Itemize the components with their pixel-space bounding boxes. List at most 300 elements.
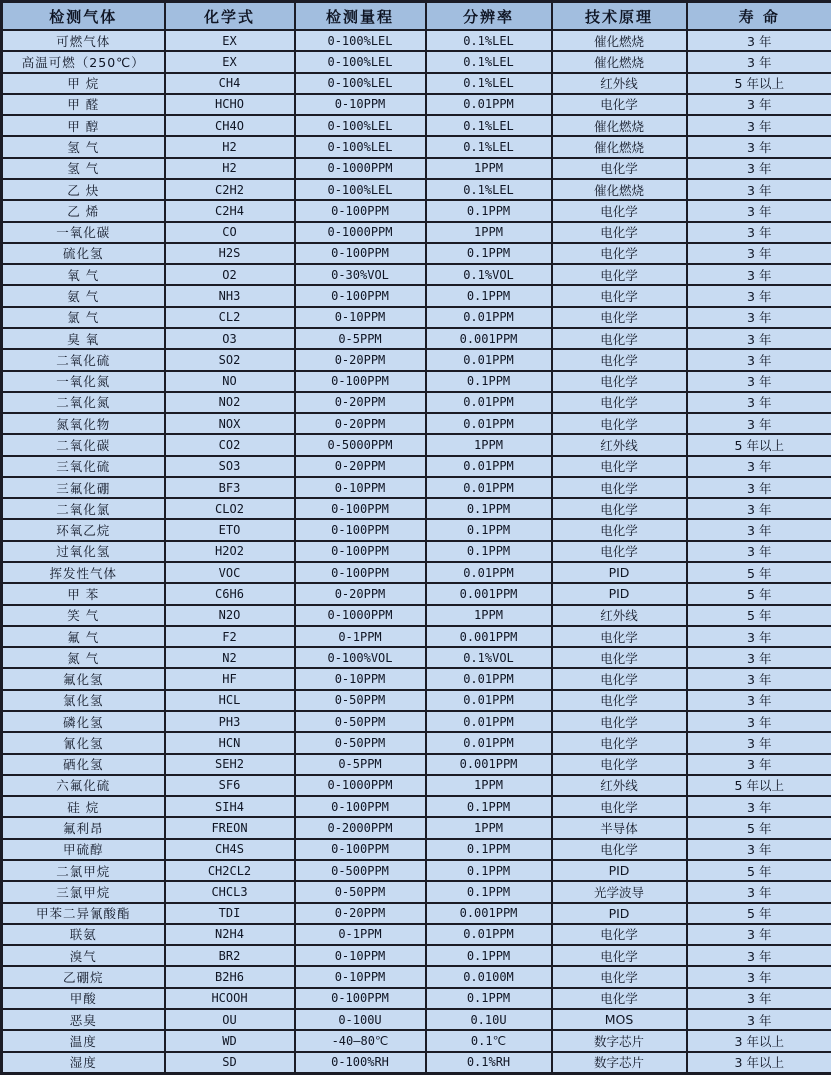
cell-detection-range: 0-1PPM bbox=[295, 924, 426, 945]
cell-resolution: 0.1%LEL bbox=[426, 136, 552, 157]
cell-technology-principle: 电化学 bbox=[552, 498, 687, 519]
cell-detection-range: 0-10PPM bbox=[295, 945, 426, 966]
cell-gas-name: 氨 气 bbox=[2, 285, 165, 306]
cell-detection-range: 0-5PPM bbox=[295, 754, 426, 775]
cell-gas-name: 氰化氢 bbox=[2, 732, 165, 753]
cell-resolution: 0.1%LEL bbox=[426, 115, 552, 136]
cell-gas-name: 六氟化硫 bbox=[2, 775, 165, 796]
table-row bbox=[2, 881, 831, 902]
cell-gas-name: 环氧乙烷 bbox=[2, 519, 165, 540]
cell-resolution: 0.1PPM bbox=[426, 498, 552, 519]
cell-technology-principle: PID bbox=[552, 562, 687, 583]
cell-gas-name: 一氧化氮 bbox=[2, 371, 165, 392]
cell-detection-range: 0-100%LEL bbox=[295, 179, 426, 200]
table-row bbox=[2, 328, 831, 349]
cell-resolution: 0.01PPM bbox=[426, 413, 552, 434]
cell-technology-principle: 电化学 bbox=[552, 307, 687, 328]
table-row bbox=[2, 605, 831, 626]
cell-chemical-formula: SO3 bbox=[165, 456, 295, 477]
cell-technology-principle: 红外线 bbox=[552, 605, 687, 626]
table-row bbox=[2, 562, 831, 583]
cell-technology-principle: 红外线 bbox=[552, 434, 687, 455]
cell-gas-name: 氢 气 bbox=[2, 158, 165, 179]
cell-technology-principle: 电化学 bbox=[552, 392, 687, 413]
cell-lifespan: 5 年 bbox=[687, 817, 831, 838]
cell-gas-name: 甲苯二异氰酸酯 bbox=[2, 903, 165, 924]
cell-detection-range: 0-20PPM bbox=[295, 456, 426, 477]
cell-technology-principle: 电化学 bbox=[552, 413, 687, 434]
column-header: 检测量程 bbox=[295, 2, 426, 31]
table-row bbox=[2, 817, 831, 838]
table-row bbox=[2, 668, 831, 689]
table-row bbox=[2, 73, 831, 94]
cell-detection-range: 0-100%LEL bbox=[295, 136, 426, 157]
cell-gas-name: 二氧化硫 bbox=[2, 349, 165, 370]
cell-technology-principle: 催化燃烧 bbox=[552, 115, 687, 136]
cell-lifespan: 3 年 bbox=[687, 94, 831, 115]
table-row bbox=[2, 371, 831, 392]
cell-gas-name: 二氯甲烷 bbox=[2, 860, 165, 881]
table-row bbox=[2, 647, 831, 668]
table-row bbox=[2, 136, 831, 157]
cell-gas-name: 甲 醇 bbox=[2, 115, 165, 136]
cell-lifespan: 3 年 bbox=[687, 711, 831, 732]
cell-resolution: 0.01PPM bbox=[426, 924, 552, 945]
cell-technology-principle: 电化学 bbox=[552, 285, 687, 306]
cell-gas-name: 三氧化硫 bbox=[2, 456, 165, 477]
cell-gas-name: 甲 苯 bbox=[2, 583, 165, 604]
cell-detection-range: 0-100%RH bbox=[295, 1052, 426, 1074]
cell-chemical-formula: HCOOH bbox=[165, 988, 295, 1009]
cell-lifespan: 3 年 bbox=[687, 647, 831, 668]
cell-chemical-formula: CLO2 bbox=[165, 498, 295, 519]
cell-lifespan: 3 年 bbox=[687, 477, 831, 498]
cell-technology-principle: 半导体 bbox=[552, 817, 687, 838]
cell-lifespan: 3 年 bbox=[687, 328, 831, 349]
cell-detection-range: 0-1000PPM bbox=[295, 222, 426, 243]
cell-technology-principle: 电化学 bbox=[552, 711, 687, 732]
cell-detection-range: 0-500PPM bbox=[295, 860, 426, 881]
cell-resolution: 0.01PPM bbox=[426, 94, 552, 115]
cell-detection-range: 0-100PPM bbox=[295, 519, 426, 540]
cell-chemical-formula: C6H6 bbox=[165, 583, 295, 604]
cell-resolution: 0.1PPM bbox=[426, 519, 552, 540]
cell-technology-principle: 电化学 bbox=[552, 243, 687, 264]
cell-detection-range: 0-20PPM bbox=[295, 413, 426, 434]
cell-chemical-formula: O2 bbox=[165, 264, 295, 285]
cell-lifespan: 3 年 bbox=[687, 30, 831, 51]
cell-lifespan: 3 年 bbox=[687, 200, 831, 221]
cell-resolution: 1PPM bbox=[426, 222, 552, 243]
cell-gas-name: 氮 气 bbox=[2, 647, 165, 668]
cell-detection-range: 0-1PPM bbox=[295, 626, 426, 647]
cell-technology-principle: 红外线 bbox=[552, 73, 687, 94]
cell-detection-range: 0-100PPM bbox=[295, 285, 426, 306]
cell-chemical-formula: C2H4 bbox=[165, 200, 295, 221]
cell-resolution: 0.1PPM bbox=[426, 988, 552, 1009]
cell-gas-name: 溴气 bbox=[2, 945, 165, 966]
cell-lifespan: 5 年 bbox=[687, 903, 831, 924]
cell-technology-principle: 电化学 bbox=[552, 541, 687, 562]
cell-chemical-formula: CH4O bbox=[165, 115, 295, 136]
cell-resolution: 0.1PPM bbox=[426, 285, 552, 306]
cell-gas-name: 氯 气 bbox=[2, 307, 165, 328]
cell-gas-name: 磷化氢 bbox=[2, 711, 165, 732]
cell-chemical-formula: B2H6 bbox=[165, 966, 295, 987]
cell-lifespan: 3 年 bbox=[687, 349, 831, 370]
table-row bbox=[2, 456, 831, 477]
cell-lifespan: 3 年 bbox=[687, 498, 831, 519]
cell-chemical-formula: CH4 bbox=[165, 73, 295, 94]
cell-resolution: 0.001PPM bbox=[426, 903, 552, 924]
table-row bbox=[2, 924, 831, 945]
cell-lifespan: 3 年 bbox=[687, 392, 831, 413]
cell-gas-name: 甲 烷 bbox=[2, 73, 165, 94]
cell-lifespan: 3 年 bbox=[687, 413, 831, 434]
cell-detection-range: 0-100PPM bbox=[295, 562, 426, 583]
cell-lifespan: 3 年 bbox=[687, 222, 831, 243]
cell-detection-range: 0-100U bbox=[295, 1009, 426, 1030]
cell-lifespan: 3 年 bbox=[687, 690, 831, 711]
cell-chemical-formula: TDI bbox=[165, 903, 295, 924]
cell-detection-range: 0-10PPM bbox=[295, 668, 426, 689]
cell-resolution: 1PPM bbox=[426, 434, 552, 455]
cell-detection-range: 0-20PPM bbox=[295, 903, 426, 924]
cell-resolution: 0.1%LEL bbox=[426, 51, 552, 72]
cell-technology-principle: 电化学 bbox=[552, 222, 687, 243]
cell-gas-name: 硒化氢 bbox=[2, 754, 165, 775]
cell-detection-range: 0-100%LEL bbox=[295, 51, 426, 72]
cell-resolution: 1PPM bbox=[426, 817, 552, 838]
cell-technology-principle: 电化学 bbox=[552, 924, 687, 945]
cell-resolution: 1PPM bbox=[426, 158, 552, 179]
cell-technology-principle: 电化学 bbox=[552, 754, 687, 775]
cell-technology-principle: 催化燃烧 bbox=[552, 51, 687, 72]
cell-chemical-formula: ETO bbox=[165, 519, 295, 540]
cell-detection-range: 0-100PPM bbox=[295, 839, 426, 860]
table-row bbox=[2, 796, 831, 817]
cell-detection-range: 0-100PPM bbox=[295, 243, 426, 264]
cell-resolution: 0.01PPM bbox=[426, 711, 552, 732]
cell-chemical-formula: VOC bbox=[165, 562, 295, 583]
cell-chemical-formula: NOX bbox=[165, 413, 295, 434]
cell-resolution: 0.001PPM bbox=[426, 328, 552, 349]
cell-resolution: 0.1PPM bbox=[426, 945, 552, 966]
cell-technology-principle: 数字芯片 bbox=[552, 1052, 687, 1074]
cell-chemical-formula: EX bbox=[165, 51, 295, 72]
cell-gas-name: 氧 气 bbox=[2, 264, 165, 285]
table-row bbox=[2, 1052, 831, 1074]
table-row bbox=[2, 413, 831, 434]
cell-resolution: 0.1PPM bbox=[426, 243, 552, 264]
cell-chemical-formula: H2 bbox=[165, 136, 295, 157]
table-row bbox=[2, 775, 831, 796]
cell-lifespan: 3 年 bbox=[687, 243, 831, 264]
cell-lifespan: 5 年 bbox=[687, 605, 831, 626]
cell-technology-principle: 电化学 bbox=[552, 647, 687, 668]
table-row bbox=[2, 498, 831, 519]
cell-gas-name: 硫化氢 bbox=[2, 243, 165, 264]
cell-resolution: 0.01PPM bbox=[426, 562, 552, 583]
cell-lifespan: 3 年 bbox=[687, 371, 831, 392]
table-row bbox=[2, 626, 831, 647]
cell-technology-principle: 电化学 bbox=[552, 200, 687, 221]
cell-technology-principle: 催化燃烧 bbox=[552, 179, 687, 200]
cell-chemical-formula: N2H4 bbox=[165, 924, 295, 945]
cell-resolution: 0.1PPM bbox=[426, 839, 552, 860]
column-header: 寿 命 bbox=[687, 2, 831, 31]
cell-gas-name: 湿度 bbox=[2, 1052, 165, 1074]
cell-detection-range: 0-50PPM bbox=[295, 732, 426, 753]
cell-chemical-formula: N2 bbox=[165, 647, 295, 668]
cell-gas-name: 温度 bbox=[2, 1030, 165, 1051]
cell-lifespan: 3 年 bbox=[687, 264, 831, 285]
cell-technology-principle: 电化学 bbox=[552, 328, 687, 349]
cell-lifespan: 3 年 bbox=[687, 158, 831, 179]
cell-technology-principle: 电化学 bbox=[552, 690, 687, 711]
cell-technology-principle: 电化学 bbox=[552, 988, 687, 1009]
cell-gas-name: 甲硫醇 bbox=[2, 839, 165, 860]
cell-lifespan: 3 年以上 bbox=[687, 1030, 831, 1051]
table-row bbox=[2, 51, 831, 72]
cell-technology-principle: 电化学 bbox=[552, 158, 687, 179]
cell-resolution: 0.01PPM bbox=[426, 307, 552, 328]
cell-chemical-formula: CH4S bbox=[165, 839, 295, 860]
cell-technology-principle: 电化学 bbox=[552, 966, 687, 987]
cell-technology-principle: 电化学 bbox=[552, 349, 687, 370]
cell-chemical-formula: HCN bbox=[165, 732, 295, 753]
cell-detection-range: 0-1000PPM bbox=[295, 605, 426, 626]
table-header-row bbox=[2, 2, 831, 31]
cell-detection-range: 0-20PPM bbox=[295, 392, 426, 413]
table-row bbox=[2, 349, 831, 370]
cell-gas-name: 氯化氢 bbox=[2, 690, 165, 711]
cell-lifespan: 3 年 bbox=[687, 945, 831, 966]
table-row bbox=[2, 903, 831, 924]
cell-gas-name: 二氧化氮 bbox=[2, 392, 165, 413]
table-row bbox=[2, 988, 831, 1009]
cell-lifespan: 3 年 bbox=[687, 626, 831, 647]
cell-gas-name: 恶臭 bbox=[2, 1009, 165, 1030]
cell-chemical-formula: OU bbox=[165, 1009, 295, 1030]
cell-detection-range: -40—80℃ bbox=[295, 1030, 426, 1051]
cell-lifespan: 5 年以上 bbox=[687, 73, 831, 94]
cell-detection-range: 0-10PPM bbox=[295, 477, 426, 498]
table-row bbox=[2, 1030, 831, 1051]
cell-lifespan: 3 年 bbox=[687, 839, 831, 860]
cell-detection-range: 0-10PPM bbox=[295, 966, 426, 987]
cell-gas-name: 氮氧化物 bbox=[2, 413, 165, 434]
cell-detection-range: 0-20PPM bbox=[295, 349, 426, 370]
cell-detection-range: 0-50PPM bbox=[295, 690, 426, 711]
table-row bbox=[2, 541, 831, 562]
cell-chemical-formula: BF3 bbox=[165, 477, 295, 498]
table-row bbox=[2, 115, 831, 136]
cell-resolution: 0.01PPM bbox=[426, 477, 552, 498]
cell-resolution: 0.01PPM bbox=[426, 392, 552, 413]
cell-technology-principle: 红外线 bbox=[552, 775, 687, 796]
cell-lifespan: 3 年 bbox=[687, 541, 831, 562]
cell-resolution: 0.10U bbox=[426, 1009, 552, 1030]
table-row bbox=[2, 860, 831, 881]
cell-gas-name: 三氯甲烷 bbox=[2, 881, 165, 902]
table-row bbox=[2, 158, 831, 179]
cell-detection-range: 0-100PPM bbox=[295, 371, 426, 392]
cell-chemical-formula: HCL bbox=[165, 690, 295, 711]
cell-resolution: 0.01PPM bbox=[426, 349, 552, 370]
cell-chemical-formula: NO2 bbox=[165, 392, 295, 413]
table-row bbox=[2, 94, 831, 115]
cell-technology-principle: 电化学 bbox=[552, 456, 687, 477]
cell-gas-name: 乙 炔 bbox=[2, 179, 165, 200]
cell-technology-principle: 电化学 bbox=[552, 945, 687, 966]
cell-detection-range: 0-100%LEL bbox=[295, 73, 426, 94]
table-row bbox=[2, 477, 831, 498]
cell-resolution: 0.1%RH bbox=[426, 1052, 552, 1074]
cell-lifespan: 5 年以上 bbox=[687, 434, 831, 455]
cell-gas-name: 二氧化碳 bbox=[2, 434, 165, 455]
cell-resolution: 0.1%VOL bbox=[426, 647, 552, 668]
cell-gas-name: 硅 烷 bbox=[2, 796, 165, 817]
table-row bbox=[2, 1009, 831, 1030]
cell-resolution: 0.1PPM bbox=[426, 860, 552, 881]
cell-resolution: 0.1PPM bbox=[426, 200, 552, 221]
cell-gas-name: 甲 醛 bbox=[2, 94, 165, 115]
cell-detection-range: 0-50PPM bbox=[295, 711, 426, 732]
cell-chemical-formula: CL2 bbox=[165, 307, 295, 328]
cell-gas-name: 乙 烯 bbox=[2, 200, 165, 221]
cell-lifespan: 3 年以上 bbox=[687, 1052, 831, 1074]
cell-gas-name: 氟利昂 bbox=[2, 817, 165, 838]
column-header: 检测气体 bbox=[2, 2, 165, 31]
table-row bbox=[2, 583, 831, 604]
table-row bbox=[2, 243, 831, 264]
table-row bbox=[2, 179, 831, 200]
cell-resolution: 0.01PPM bbox=[426, 690, 552, 711]
cell-gas-name: 挥发性气体 bbox=[2, 562, 165, 583]
cell-chemical-formula: N2O bbox=[165, 605, 295, 626]
cell-chemical-formula: SF6 bbox=[165, 775, 295, 796]
cell-lifespan: 3 年 bbox=[687, 285, 831, 306]
table-row bbox=[2, 307, 831, 328]
table-row bbox=[2, 754, 831, 775]
cell-resolution: 0.1%LEL bbox=[426, 73, 552, 94]
cell-lifespan: 3 年 bbox=[687, 966, 831, 987]
cell-detection-range: 0-2000PPM bbox=[295, 817, 426, 838]
cell-gas-name: 高温可燃（250℃） bbox=[2, 51, 165, 72]
cell-lifespan: 3 年 bbox=[687, 519, 831, 540]
cell-resolution: 0.1PPM bbox=[426, 881, 552, 902]
cell-detection-range: 0-10PPM bbox=[295, 307, 426, 328]
cell-lifespan: 3 年 bbox=[687, 307, 831, 328]
cell-detection-range: 0-100PPM bbox=[295, 200, 426, 221]
cell-gas-name: 可燃气体 bbox=[2, 30, 165, 51]
cell-lifespan: 3 年 bbox=[687, 179, 831, 200]
cell-resolution: 0.1PPM bbox=[426, 796, 552, 817]
table-row bbox=[2, 839, 831, 860]
cell-technology-principle: 数字芯片 bbox=[552, 1030, 687, 1051]
cell-detection-range: 0-100PPM bbox=[295, 988, 426, 1009]
cell-technology-principle: PID bbox=[552, 903, 687, 924]
cell-detection-range: 0-100%LEL bbox=[295, 30, 426, 51]
cell-resolution: 0.1%LEL bbox=[426, 30, 552, 51]
cell-chemical-formula: H2S bbox=[165, 243, 295, 264]
cell-lifespan: 3 年 bbox=[687, 754, 831, 775]
cell-detection-range: 0-100PPM bbox=[295, 541, 426, 562]
table-row bbox=[2, 966, 831, 987]
cell-gas-name: 一氧化碳 bbox=[2, 222, 165, 243]
cell-detection-range: 0-50PPM bbox=[295, 881, 426, 902]
cell-technology-principle: 催化燃烧 bbox=[552, 30, 687, 51]
table-row bbox=[2, 434, 831, 455]
cell-resolution: 0.01PPM bbox=[426, 732, 552, 753]
cell-detection-range: 0-100%LEL bbox=[295, 115, 426, 136]
cell-chemical-formula: EX bbox=[165, 30, 295, 51]
cell-technology-principle: 电化学 bbox=[552, 264, 687, 285]
cell-chemical-formula: WD bbox=[165, 1030, 295, 1051]
cell-chemical-formula: HF bbox=[165, 668, 295, 689]
cell-chemical-formula: SEH2 bbox=[165, 754, 295, 775]
cell-lifespan: 3 年 bbox=[687, 51, 831, 72]
cell-lifespan: 3 年 bbox=[687, 796, 831, 817]
cell-chemical-formula: CHCL3 bbox=[165, 881, 295, 902]
cell-lifespan: 5 年 bbox=[687, 583, 831, 604]
cell-detection-range: 0-100PPM bbox=[295, 796, 426, 817]
cell-resolution: 0.1%LEL bbox=[426, 179, 552, 200]
cell-gas-name: 笑 气 bbox=[2, 605, 165, 626]
cell-chemical-formula: SO2 bbox=[165, 349, 295, 370]
cell-resolution: 0.001PPM bbox=[426, 626, 552, 647]
cell-technology-principle: PID bbox=[552, 860, 687, 881]
table-row bbox=[2, 30, 831, 51]
table-row bbox=[2, 200, 831, 221]
cell-resolution: 0.01PPM bbox=[426, 456, 552, 477]
cell-chemical-formula: SIH4 bbox=[165, 796, 295, 817]
column-header: 分辨率 bbox=[426, 2, 552, 31]
cell-technology-principle: 电化学 bbox=[552, 477, 687, 498]
cell-gas-name: 三氟化硼 bbox=[2, 477, 165, 498]
cell-chemical-formula: CO2 bbox=[165, 434, 295, 455]
cell-gas-name: 联氨 bbox=[2, 924, 165, 945]
cell-gas-name: 过氧化氢 bbox=[2, 541, 165, 562]
cell-lifespan: 3 年 bbox=[687, 456, 831, 477]
cell-gas-name: 氟化氢 bbox=[2, 668, 165, 689]
table-row bbox=[2, 945, 831, 966]
cell-detection-range: 0-100%VOL bbox=[295, 647, 426, 668]
cell-chemical-formula: CO bbox=[165, 222, 295, 243]
cell-chemical-formula: HCHO bbox=[165, 94, 295, 115]
cell-technology-principle: 电化学 bbox=[552, 839, 687, 860]
cell-resolution: 0.001PPM bbox=[426, 583, 552, 604]
cell-resolution: 1PPM bbox=[426, 605, 552, 626]
cell-lifespan: 3 年 bbox=[687, 115, 831, 136]
cell-chemical-formula: BR2 bbox=[165, 945, 295, 966]
column-header: 技术原理 bbox=[552, 2, 687, 31]
table-row bbox=[2, 732, 831, 753]
cell-chemical-formula: F2 bbox=[165, 626, 295, 647]
table-row bbox=[2, 711, 831, 732]
cell-gas-name: 氢 气 bbox=[2, 136, 165, 157]
column-header: 化学式 bbox=[165, 2, 295, 31]
cell-technology-principle: 电化学 bbox=[552, 371, 687, 392]
cell-detection-range: 0-30%VOL bbox=[295, 264, 426, 285]
cell-lifespan: 3 年 bbox=[687, 988, 831, 1009]
cell-resolution: 0.01PPM bbox=[426, 668, 552, 689]
cell-resolution: 0.1PPM bbox=[426, 541, 552, 562]
cell-resolution: 0.0100M bbox=[426, 966, 552, 987]
table-row bbox=[2, 392, 831, 413]
table-row bbox=[2, 285, 831, 306]
